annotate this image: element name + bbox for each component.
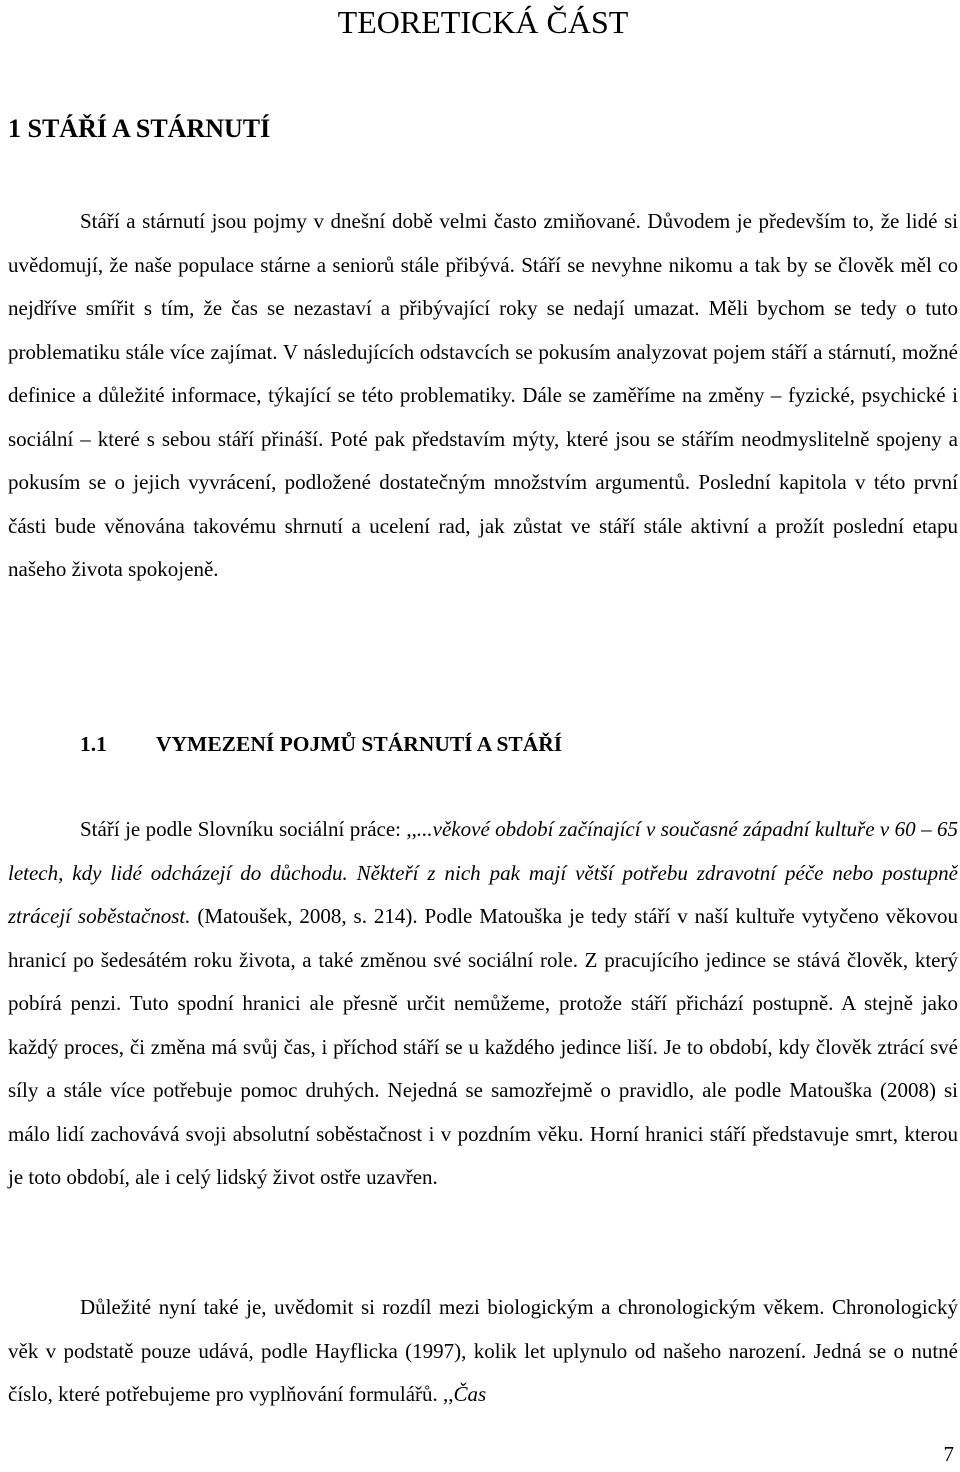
paragraph-age-types-text: Důležité nyní také je, uvědomit si rozdíl mezi biologickým a chronologickým věkem. Chronologický věk v podstatě pouze udává, podle Hayflicka (1997), kolik let uplynulo od našeho narození. Jedná se o nutné číslo, které potřebujeme pro vyplňování formulářů. ,,: [8, 1295, 958, 1406]
chapter-title: 1 STÁŘÍ A STÁRNUTÍ: [8, 114, 271, 143]
part-title: TEORETICKÁ ČÁST: [337, 4, 629, 40]
section-number: 1.1: [80, 732, 107, 756]
section-title: VYMEZENÍ POJMŮ STÁRNUTÍ A STÁŘÍ: [156, 732, 563, 756]
section-heading: [80, 726, 562, 762]
paragraph-definition-lead: Stáří je podle Slovníku sociální práce: ,,: [80, 817, 417, 841]
paragraph-age-types: [8, 1286, 958, 1417]
paragraph-intro: [8, 200, 958, 592]
page-number: 7: [943, 1442, 954, 1466]
paragraph-definition-rest: (Matoušek, 2008, s. 214). Podle Matouška je tedy stáří v naší kultuře vytyčeno věkovou hranicí po šedesátém roku života, a také změnou své sociální role. Z pracujícího jedince se stává člověk, který pobírá penzi. Tuto spodní hranici ale přesně určit nemůžeme, protože stáří přichází postupně. A stejně jako každý proces, či změna má svůj čas, i příchod stáří se u každého jedince liší. Je to období, kdy člověk ztrácí své síly a stále více potřebuje pomoc druhých. Nejedná se samozřejmě o pravidlo, ale podle Matouška (2008) si málo lidí zachovává svoji absolutní soběstačnost i v pozdním věku. Horní hranici stáří představuje smrt, kterou je toto období, ale i celý lidský život ostře uzavřen.: [8, 904, 958, 1189]
paragraph-definition-quote: ...věkové období začínající v současné západní kultuře v 60 – 65 letech, kdy lidé odcházejí do důchodu. Někteří z nich pak mají větší potřebu zdravotní péče nebo postupně ztrácejí soběstačnost.: [8, 817, 958, 928]
paragraph-intro-text: Stáří a stárnutí jsou pojmy v dnešní době velmi často zmiňované. Důvodem je především to, že lidé si uvědomují, že naše populace stárne a seniorů stále přibývá. Stáří se nevyhne nikomu a tak by se člověk měl co nejdříve smířit s tím, že čas se nezastaví a přibývající roky se nedají umazat. Měli bychom se tedy o tuto problematiku stále více zajímat. V následujících odstavcích se pokusím analyzovat pojem stáří a stárnutí, možné definice a důležité informace, týkající se této problematiky. Dále se zaměříme na změny – fyzické, psychické i sociální – které s sebou stáří přináší. Poté pak představím mýty, které jsou se stářím neodmyslitelně spojeny a pokusím se o jejich vyvrácení, podložené dostatečným množstvím argumentů. Poslední kapitola v této první části bude věnována takovému shrnutí a ucelení rad, jak zůstat ve stáří stále aktivní a prožít poslední etapu našeho života spokojeně.: [8, 209, 958, 581]
paragraph-definition: [8, 808, 958, 1200]
paragraph-age-types-quote: Čas: [453, 1382, 487, 1406]
